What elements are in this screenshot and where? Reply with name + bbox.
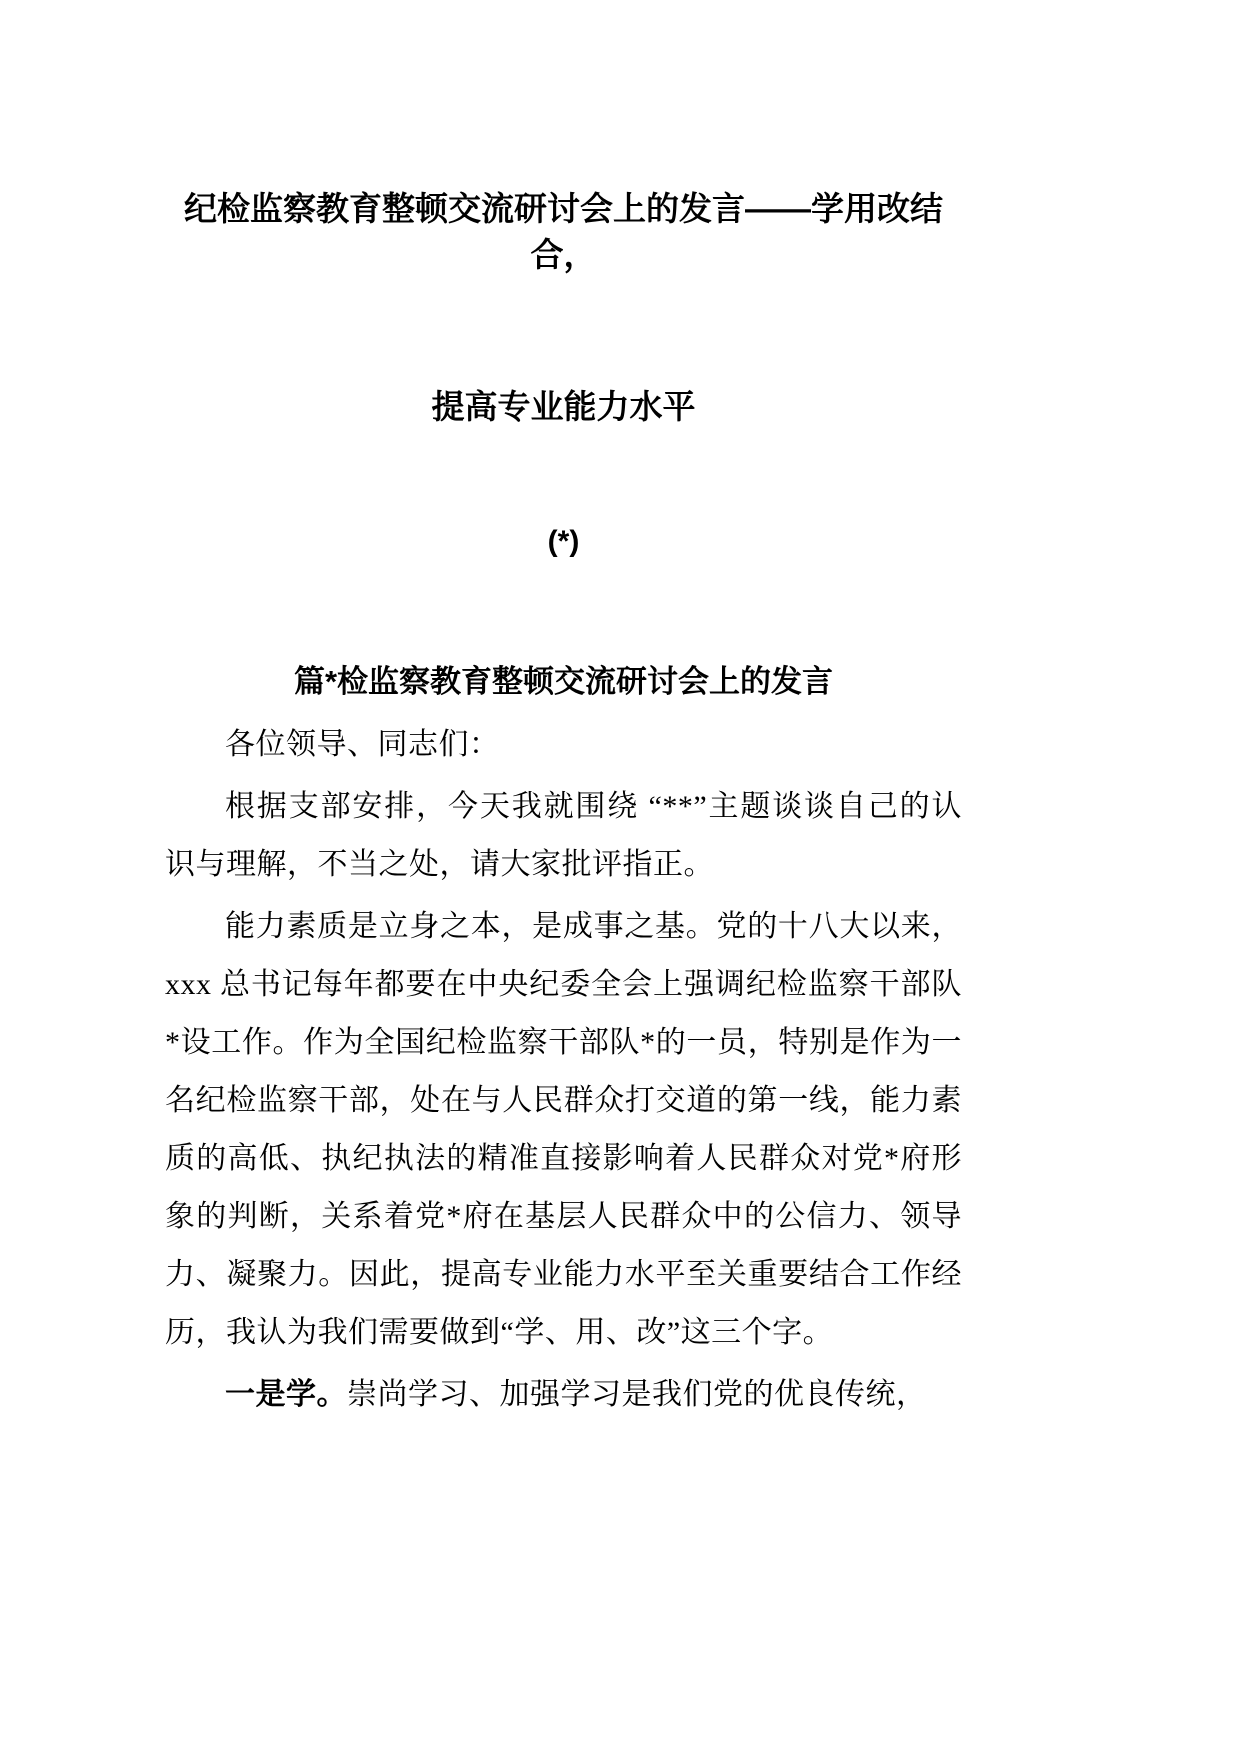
paragraph-main: 能力素质是立身之本，是成事之基。党的十八大以来，xxx 总书记每年都要在中央纪委全会上强调纪检监察干部队*设工作。作为全国纪检监察干部队*的一员，特别是作为一名纪检监察干部，处在与人民群众打交道的第一线，能力素质的高低、执纪执法的精准直接影响着人民群众对党*府形象的判断，关系着党*府在基层人民群众中的公信力、领导力、凝聚力。因此，提高专业能力水平至关重要结合工作经历，我认为我们需要做到“学、用、改”这三个字。 [165, 910, 962, 1349]
paragraph-intro: 根据支部安排，今天我就围绕 “**”主题谈谈自己的认识与理解，不当之处，请大家批评指正。 [165, 790, 962, 881]
paragraph-item-one-text: 崇尚学习、加强学习是我们党的优良传统， [347, 1378, 927, 1411]
asterisk-marker: (*) [547, 525, 580, 558]
document-title-line-2: 提高专业能力水平 [431, 388, 696, 425]
document-title [165, 186, 962, 430]
document-title-line-1: 纪检监察教育整顿交流研讨会上的发言——学用改结合， [184, 190, 943, 273]
paragraph-item-one-lead: 一是学。 [225, 1378, 347, 1411]
section-heading: 篇*检监察教育整顿交流研讨会上的发言 [293, 664, 834, 699]
paragraph-item-one [165, 1366, 962, 1424]
paragraph-salutation: 各位领导、同志们： [225, 728, 500, 761]
